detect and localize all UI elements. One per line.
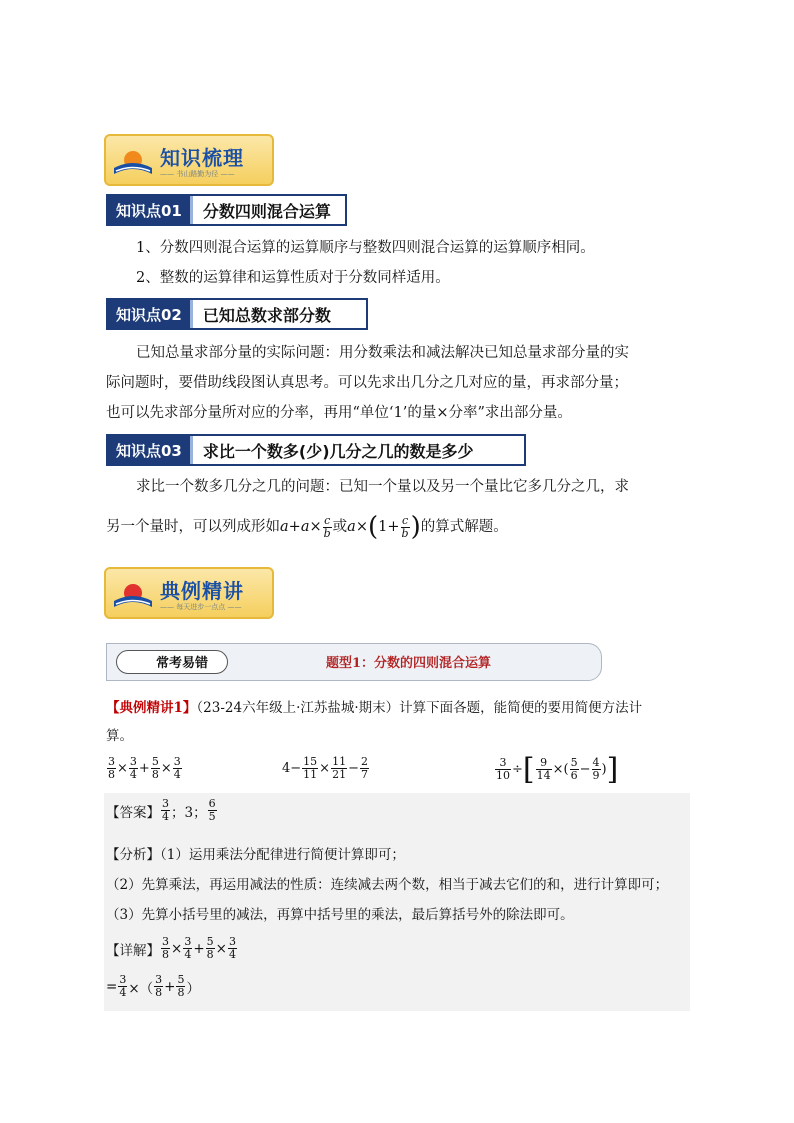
type-pill-label: 常考易错 xyxy=(156,656,209,671)
section-title: 知识梳理 xyxy=(160,146,244,170)
kp1-line-2: 2、整数的运算律和运算性质对于分数同样适用。 xyxy=(136,270,450,286)
analysis: 【分析】（1）运用乘法分配律进行简便计算即可； （2）先算乘法，再运用减法的性质：连续减去两个数，相当于减去它们的和，进行计算即可； （3）先算小括号里的减法，再算中括号里的乘法，最后算括号外的除法即可。 xyxy=(106,847,669,923)
section-subtitle: —— 书山路勤为径 —— xyxy=(160,170,235,178)
type-title: 题型1：分数的四则混合运算 xyxy=(326,656,492,671)
kp-name: 已知总数求部分数 xyxy=(190,300,341,328)
knowledge-point-header-1 xyxy=(106,194,347,226)
kp-name: 求比一个数多(少)几分之几的数是多少 xyxy=(190,436,484,464)
knowledge-point-header-2 xyxy=(106,298,368,330)
answer-line: 【答案】 $\frac{3}{4}$ ；3； $\frac{6}{5}$ xyxy=(106,797,216,823)
kp2-line-3: 也可以先求部分量所对应的分率，再用“单位‘1’的量×分率”求出部分量。 xyxy=(106,405,572,421)
book-sun-icon xyxy=(112,577,154,611)
kp1-line-1: 1、分数四则混合运算的运算顺序与整数四则混合运算的运算顺序相同。 xyxy=(136,240,595,256)
knowledge-point-header-3 xyxy=(106,434,526,466)
detail-line-1: 【详解】 $\frac{3}{8}$ × $\frac{3}{4}$ + $\frac{5}{8}$ × $\frac{3}{4}$ xyxy=(106,935,236,961)
example-statement: 【典例精讲1】（23-24六年级上·江苏盐城·期末）计算下面各题，能简便的要用简便方法计 算。 xyxy=(106,700,643,744)
section-title: 典例精讲 xyxy=(160,579,244,603)
section-banner-knowledge xyxy=(104,134,274,186)
section-subtitle: —— 每天进步一点点 —— xyxy=(160,603,242,611)
problem-1: $\frac{3}{8}$ × $\frac{3}{4}$ + $\frac{5}{8}$ × $\frac{3}{4}$ xyxy=(108,755,181,781)
kp2-line-2: 际问题时，要借助线段图认真思考。可以先求出几分之几对应的量，再求部分量； xyxy=(106,375,628,391)
book-sun-icon xyxy=(112,144,154,178)
kp2-line-1: 已知总量求部分量的实际问题：用分数乘法和减法解决已知总量求部分量的实 xyxy=(136,345,629,361)
problem-3: $\frac{3}{10}$ ÷ [ $\frac{9}{14}$ ×( $\frac{5}{6}$ − $\frac{4}{9}$ ) ] xyxy=(496,752,619,787)
kp3-line-1: 求比一个数多几分之几的问题：已知一个量以及另一个量比它多几分之几，求 xyxy=(136,479,629,495)
section-banner-examples xyxy=(104,567,274,619)
kp-tag: 知识点03 xyxy=(108,436,190,464)
kp-tag: 知识点01 xyxy=(108,196,190,224)
kp-tag: 知识点02 xyxy=(108,300,190,328)
problem-2: 4− $\frac{15}{11}$ × $\frac{11}{21}$ − $\frac{2}{7}$ xyxy=(282,755,368,781)
kp-name: 分数四则混合运算 xyxy=(190,196,341,224)
detail-line-2: = $\frac{3}{4}$ ×（ $\frac{3}{8}$ + $\frac{5}{8}$ ） xyxy=(106,973,200,999)
kp3-line-2: 另一个量时，可以列成形如 a + a × $\frac{c}{b}$ 或 a × ( 1+ $\frac{c}{b}$ ) 的算式解题。 xyxy=(106,512,508,542)
